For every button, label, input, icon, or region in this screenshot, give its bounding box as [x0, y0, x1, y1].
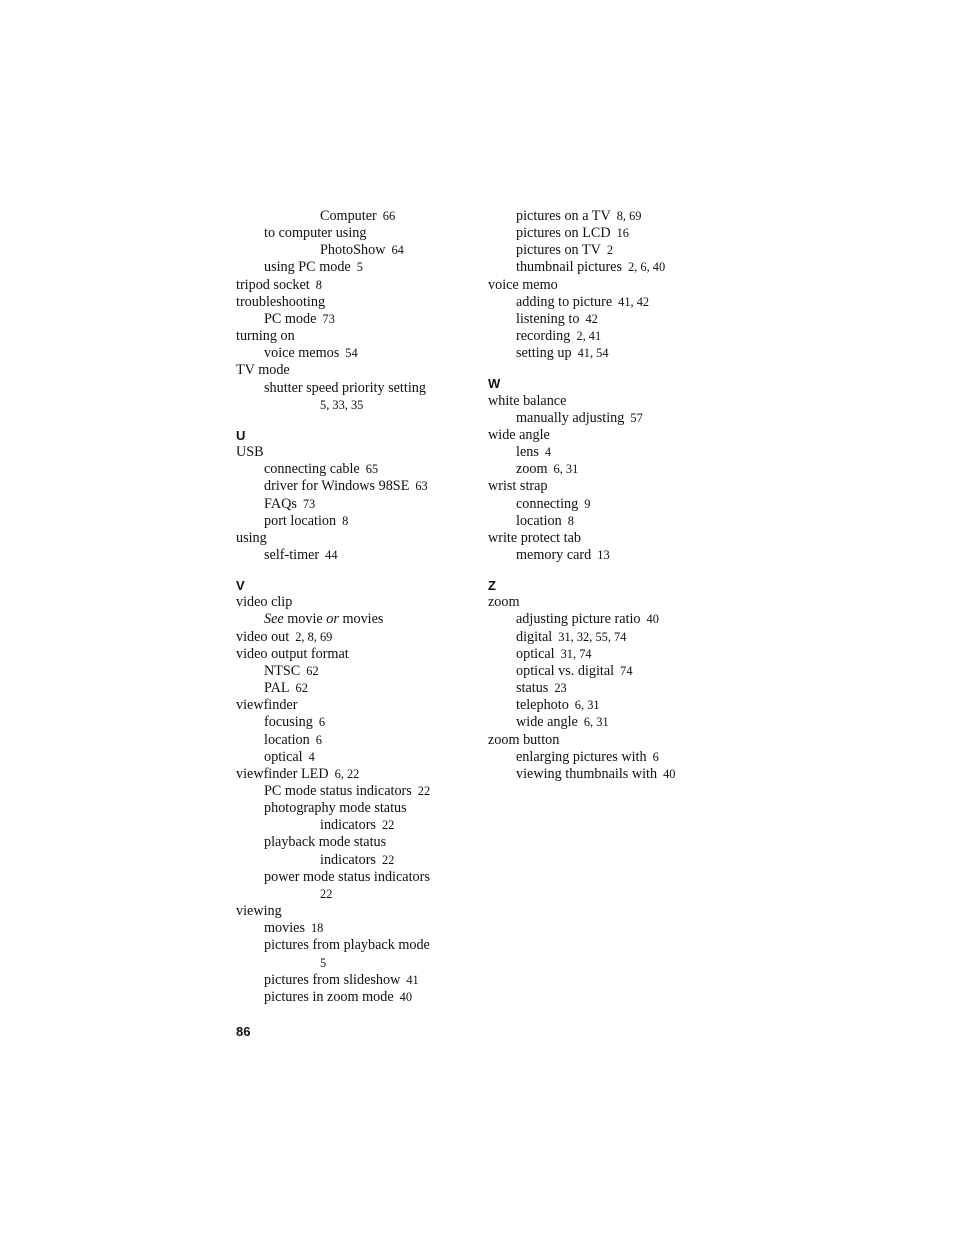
index-entry [488, 547, 728, 564]
index-entry [488, 259, 728, 276]
page-refs: 41 [406, 972, 419, 987]
page-refs: 40 [399, 989, 413, 1004]
page-number: 86 [236, 1024, 251, 1039]
page-refs: 41, 42 [618, 294, 650, 309]
entry-text: zoom [516, 461, 548, 478]
index-entry [236, 328, 476, 345]
index-entry [236, 345, 476, 362]
entry-text: pictures on TV [516, 242, 601, 259]
entry-text: PC mode status indicators [264, 783, 412, 799]
page-refs: 74 [620, 663, 633, 678]
or-label: or [326, 611, 339, 628]
entry-text: telephoto [516, 697, 569, 714]
page-refs: 2, 8, 69 [295, 629, 333, 644]
index-entry [488, 611, 728, 628]
index-entry [488, 663, 728, 680]
entry-text: viewfinder LED [236, 765, 329, 782]
page-refs: 5 [320, 955, 327, 970]
see-label: See [264, 611, 284, 628]
page-refs: 54 [345, 346, 358, 361]
page-refs: 22 [320, 886, 333, 901]
page-refs: 6 [318, 715, 326, 730]
index-entry [236, 903, 476, 920]
index-entry [236, 530, 476, 547]
index-entry [236, 444, 476, 461]
index-entry [236, 800, 476, 817]
entry-text: self-timer [264, 546, 320, 563]
page-refs: 66 [382, 209, 396, 223]
entry-text: wide angle [488, 426, 550, 443]
index-entry [236, 311, 476, 328]
entry-text: wrist strap [488, 478, 548, 495]
index-entry [488, 277, 728, 294]
page-refs: 23 [554, 681, 567, 696]
page-refs: 5, 33, 35 [320, 397, 364, 412]
page-refs: 18 [310, 921, 324, 936]
entry-text: pictures on a TV [516, 208, 611, 224]
page-refs: 40 [646, 612, 659, 627]
page-refs: 6 [315, 732, 322, 747]
page-refs: 22 [417, 784, 431, 798]
page-refs: 9 [584, 496, 591, 511]
entry-text: adding to picture [516, 293, 613, 310]
index-column-left [236, 208, 476, 1006]
index-entry [488, 749, 728, 766]
index-entry [236, 547, 476, 564]
page-refs: 2 [606, 243, 614, 258]
index-entry [488, 513, 728, 530]
index-entry [236, 461, 476, 478]
index-entry [236, 834, 476, 851]
index-entry [488, 680, 728, 697]
entry-text: recording [516, 328, 571, 345]
index-entry [488, 530, 728, 547]
index-entry [236, 989, 476, 1006]
entry-text: tripod socket [236, 276, 310, 293]
entry-text: playback mode status [264, 834, 387, 851]
index-entry [236, 208, 476, 225]
entry-text: digital [516, 628, 553, 645]
page-refs: 5 [356, 260, 363, 275]
index-entry [236, 277, 476, 294]
entry-text: video output format [236, 645, 349, 662]
section-letter: Z [488, 578, 496, 594]
page-refs: 73 [302, 496, 316, 511]
section-letter: W [488, 376, 501, 392]
entry-text: movies [264, 920, 305, 937]
index-entry [488, 732, 728, 749]
index-entry [236, 380, 476, 397]
entry-text: turning on [236, 328, 295, 345]
entry-text: viewfinder [236, 697, 298, 714]
page-refs: 22 [381, 818, 395, 833]
entry-text: TV mode [236, 362, 290, 379]
index-entry [236, 937, 476, 954]
index-entry [236, 766, 476, 783]
entry-text: movie [287, 611, 323, 628]
page-refs: 6 [652, 749, 659, 764]
index-entry [488, 714, 728, 731]
entry-text: Computer [320, 208, 377, 224]
page-refs: 16 [616, 226, 629, 241]
entry-text: zoom button [488, 731, 560, 748]
entry-text: video out [236, 628, 290, 645]
entry-text: PhotoShow [320, 242, 386, 259]
entry-text: wide angle [516, 714, 578, 731]
page-refs: 8 [342, 513, 349, 528]
page-refs: 6, 22 [334, 766, 360, 781]
entry-text: thumbnail pictures [516, 259, 622, 276]
index-entry [488, 242, 728, 259]
page-refs: 73 [322, 311, 335, 326]
index-entry [488, 294, 728, 311]
entry-text: adjusting picture ratio [516, 611, 641, 628]
index-entry [236, 594, 476, 611]
index-entry [236, 496, 476, 513]
page-refs: 42 [585, 311, 598, 326]
section-letter: V [236, 578, 245, 594]
entry-text: focusing [264, 714, 313, 731]
index-entry [488, 697, 728, 714]
index-entry [236, 886, 476, 903]
index-entry [236, 783, 476, 800]
entry-text: memory card [516, 546, 592, 563]
entry-text: photography mode status [264, 800, 407, 817]
index-entry [488, 427, 728, 444]
index-entry [488, 461, 728, 478]
index-entry [236, 397, 476, 414]
entry-text: optical vs. digital [516, 662, 615, 679]
entry-text: manually adjusting [516, 409, 625, 426]
page-refs: 2, 41 [576, 329, 602, 344]
page-refs: 40 [663, 766, 676, 781]
index-entry [236, 680, 476, 697]
page-refs: 4 [544, 445, 552, 460]
index-entry [488, 345, 728, 362]
entry-text: location [264, 731, 310, 748]
page-refs: 8, 69 [616, 209, 642, 223]
index-entry [488, 393, 728, 410]
index-entry [488, 444, 728, 461]
index-entry [488, 311, 728, 328]
entry-text: pictures in zoom mode [264, 988, 394, 1005]
entry-text: enlarging pictures with [516, 748, 647, 765]
entry-text: driver for Windows 98SE [264, 478, 410, 495]
page-refs: 63 [415, 479, 428, 494]
index-entry [236, 629, 476, 646]
index-column-right [488, 208, 728, 783]
page-refs: 22 [381, 852, 395, 867]
index-entry [236, 663, 476, 680]
entry-text: to computer using [264, 225, 367, 242]
index-entry [236, 225, 476, 242]
entry-text: PC mode [264, 310, 317, 327]
section-letter: U [236, 427, 246, 443]
entry-text: shutter speed priority setting [264, 379, 426, 396]
index-entry [236, 817, 476, 834]
index-entry [236, 259, 476, 276]
index-entry [236, 955, 476, 972]
entry-text: voice memos [264, 345, 340, 362]
entry-text: indicators [320, 817, 376, 834]
index-entry [488, 328, 728, 345]
entry-text: indicators [320, 851, 376, 868]
entry-text: voice memo [488, 276, 558, 293]
entry-text: troubleshooting [236, 293, 326, 310]
page-refs: 4 [308, 749, 315, 764]
index-entry [236, 920, 476, 937]
page-refs: 6, 31 [583, 715, 609, 730]
entry-text: viewing [236, 903, 282, 920]
index-entry [488, 225, 728, 242]
page-refs: 8 [315, 277, 322, 292]
index-entry [236, 714, 476, 731]
index-entry [488, 646, 728, 663]
entry-text: location [516, 512, 562, 529]
index-entry [488, 410, 728, 427]
entry-text: using PC mode [264, 259, 351, 276]
entry-text: movies [342, 611, 384, 628]
page-refs: 6, 31 [553, 462, 579, 477]
index-entry [236, 242, 476, 259]
index-entry [488, 496, 728, 513]
index-entry [236, 611, 476, 628]
entry-text: zoom [488, 594, 520, 611]
page-refs: 62 [295, 681, 308, 696]
entry-text: setting up [516, 345, 572, 362]
page-refs: 41, 54 [577, 346, 609, 361]
index-entry [488, 594, 728, 611]
index-entry [236, 646, 476, 663]
page-refs: 57 [630, 410, 643, 425]
entry-text: USB [236, 444, 264, 461]
entry-text: optical [264, 748, 303, 765]
index-entry [236, 852, 476, 869]
index-entry [236, 513, 476, 530]
entry-text: connecting [516, 495, 579, 512]
entry-text: lens [516, 444, 539, 461]
entry-text: FAQs [264, 495, 297, 512]
page-refs: 31, 32, 55, 74 [558, 629, 627, 644]
entry-text: using [236, 529, 267, 546]
entry-text: pictures from playback mode [264, 937, 430, 954]
page-refs: 13 [597, 547, 610, 562]
page-refs: 8 [567, 513, 574, 528]
entry-text: NTSC [264, 662, 301, 679]
page-refs: 6, 31 [574, 698, 600, 713]
index-entry [236, 478, 476, 495]
index-entry [236, 972, 476, 989]
index-entry [488, 629, 728, 646]
index-entry [236, 362, 476, 379]
index-entry [236, 749, 476, 766]
entry-text: pictures from slideshow [264, 971, 401, 988]
entry-text: viewing thumbnails with [516, 765, 658, 782]
entry-text: write protect tab [488, 529, 581, 546]
entry-text: optical [516, 645, 555, 662]
entry-text: status [516, 680, 549, 697]
index-entry [236, 732, 476, 749]
entry-text: port location [264, 512, 337, 529]
page-refs: 65 [365, 462, 379, 477]
entry-text: PAL [264, 680, 290, 697]
entry-text: pictures on LCD [516, 225, 611, 242]
page-refs: 31, 74 [560, 646, 592, 661]
entry-text: power mode status indicators [264, 868, 430, 885]
index-entry [488, 766, 728, 783]
index-entry [236, 697, 476, 714]
page-refs: 64 [391, 243, 404, 258]
page-refs: 62 [306, 663, 319, 678]
index-entry [488, 478, 728, 495]
index-entry [488, 208, 728, 225]
entry-text: connecting cable [264, 461, 360, 478]
entry-text: listening to [516, 310, 580, 327]
index-entry [236, 869, 476, 886]
entry-text: white balance [488, 392, 567, 409]
page-refs: 2, 6, 40 [628, 260, 666, 275]
page-refs: 44 [325, 547, 338, 562]
index-entry [236, 294, 476, 311]
entry-text: video clip [236, 594, 293, 611]
